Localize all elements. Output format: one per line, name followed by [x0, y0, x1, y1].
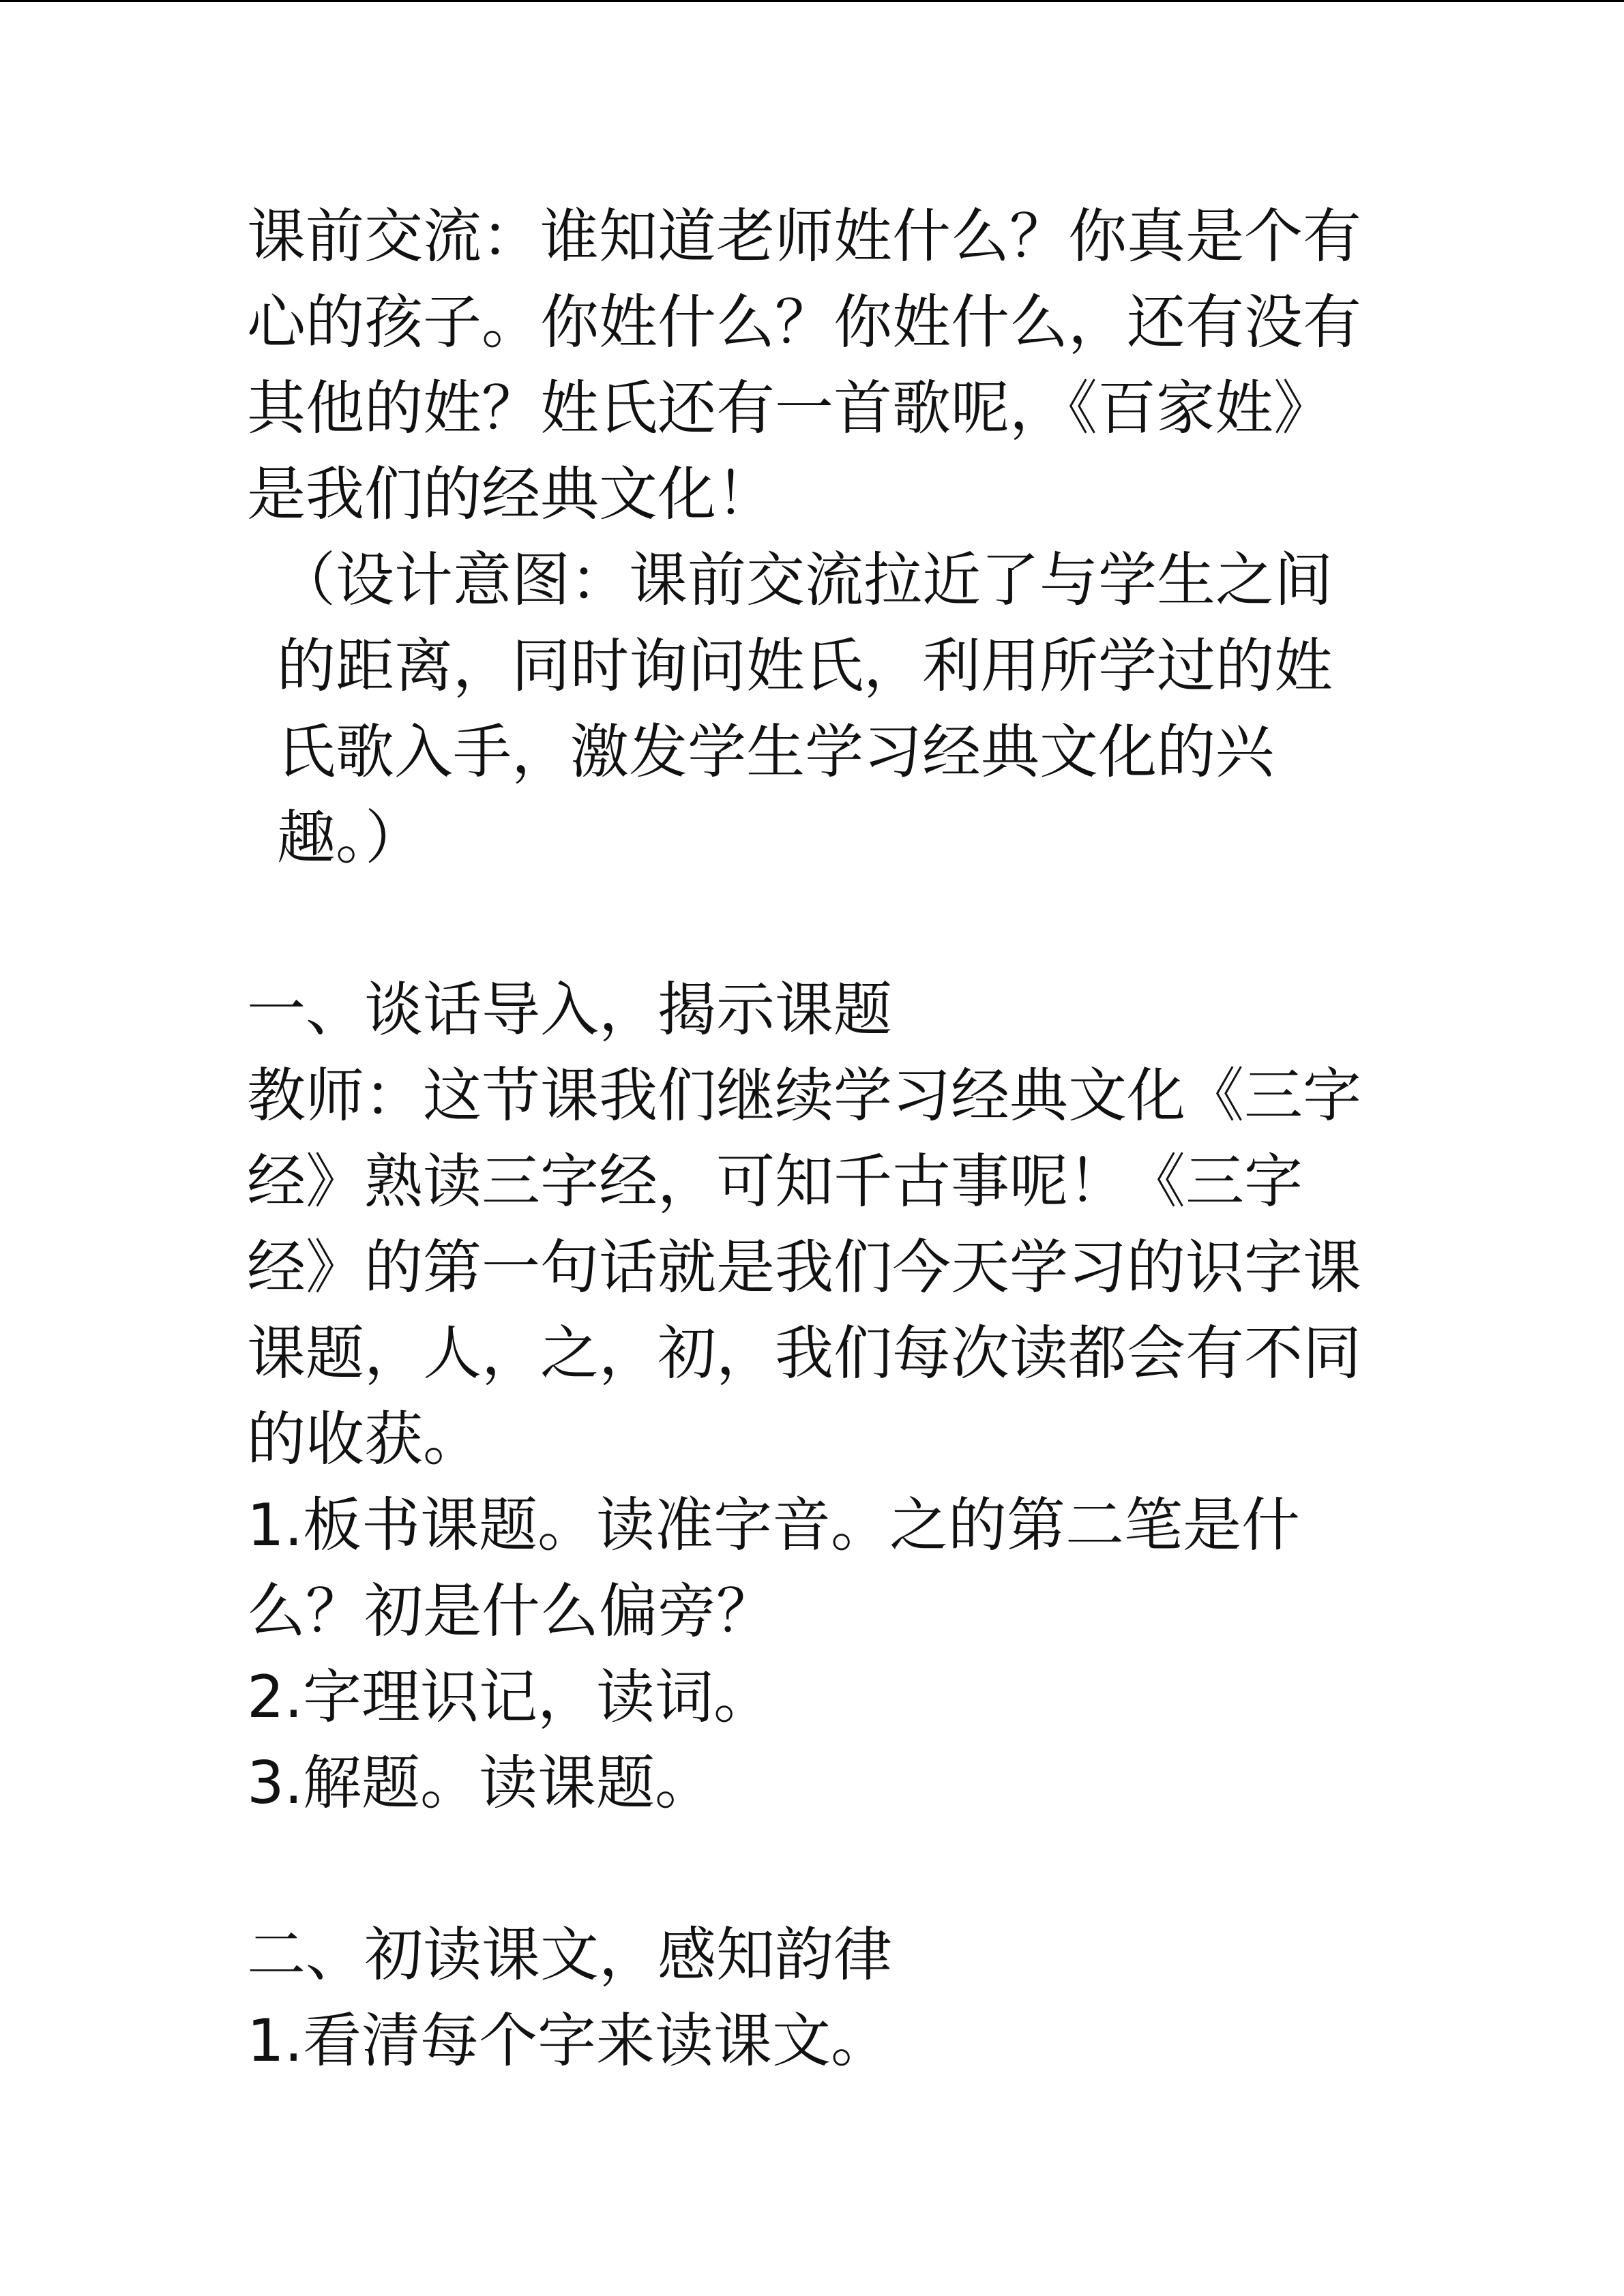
- page-top-border: [0, 0, 1624, 2]
- list-item-1: 1.板书课题。读准字音。之的第二笔是什么？初是什么偏旁？: [247, 1491, 1301, 1645]
- list-item-3: 3.解题。读课题。: [247, 1749, 714, 1817]
- section-heading-2: 二、初读课文，感知韵律: [247, 1921, 892, 1989]
- pre-class-dialogue: 课前交流：谁知道老师姓什么？你真是个有心的孩子。你姓什么？你姓什么，还有没有其他的姓？姓氏还有一首歌呢，《百家姓》是我们的经典文化！: [247, 203, 1361, 528]
- paragraph-spacer: [247, 1826, 1365, 1912]
- list-item-2: 2.字理识记，读词。: [247, 1663, 773, 1731]
- section-2-list-item-1: 1.看清每个字来读课文。: [247, 2007, 890, 2075]
- design-intent-note: （设计意图：课前交流拉近了与学生之间的距离，同时询问姓氏，利用所学过的姓氏歌入手，激发学生学习经典文化的兴趣。）: [277, 546, 1333, 872]
- teacher-intro-paragraph: 教师：这节课我们继续学习经典文化《三字经》熟读三字经，可知千古事呢！《三字经》的第一句话就是我们今天学习的识字课课题，人，之，初，我们每次读都会有不同的收获。: [247, 1062, 1361, 1474]
- document-body: [247, 194, 1365, 2084]
- section-heading-1: 一、谈话导入，揭示课题: [247, 976, 892, 1044]
- paragraph-spacer: [247, 881, 1365, 967]
